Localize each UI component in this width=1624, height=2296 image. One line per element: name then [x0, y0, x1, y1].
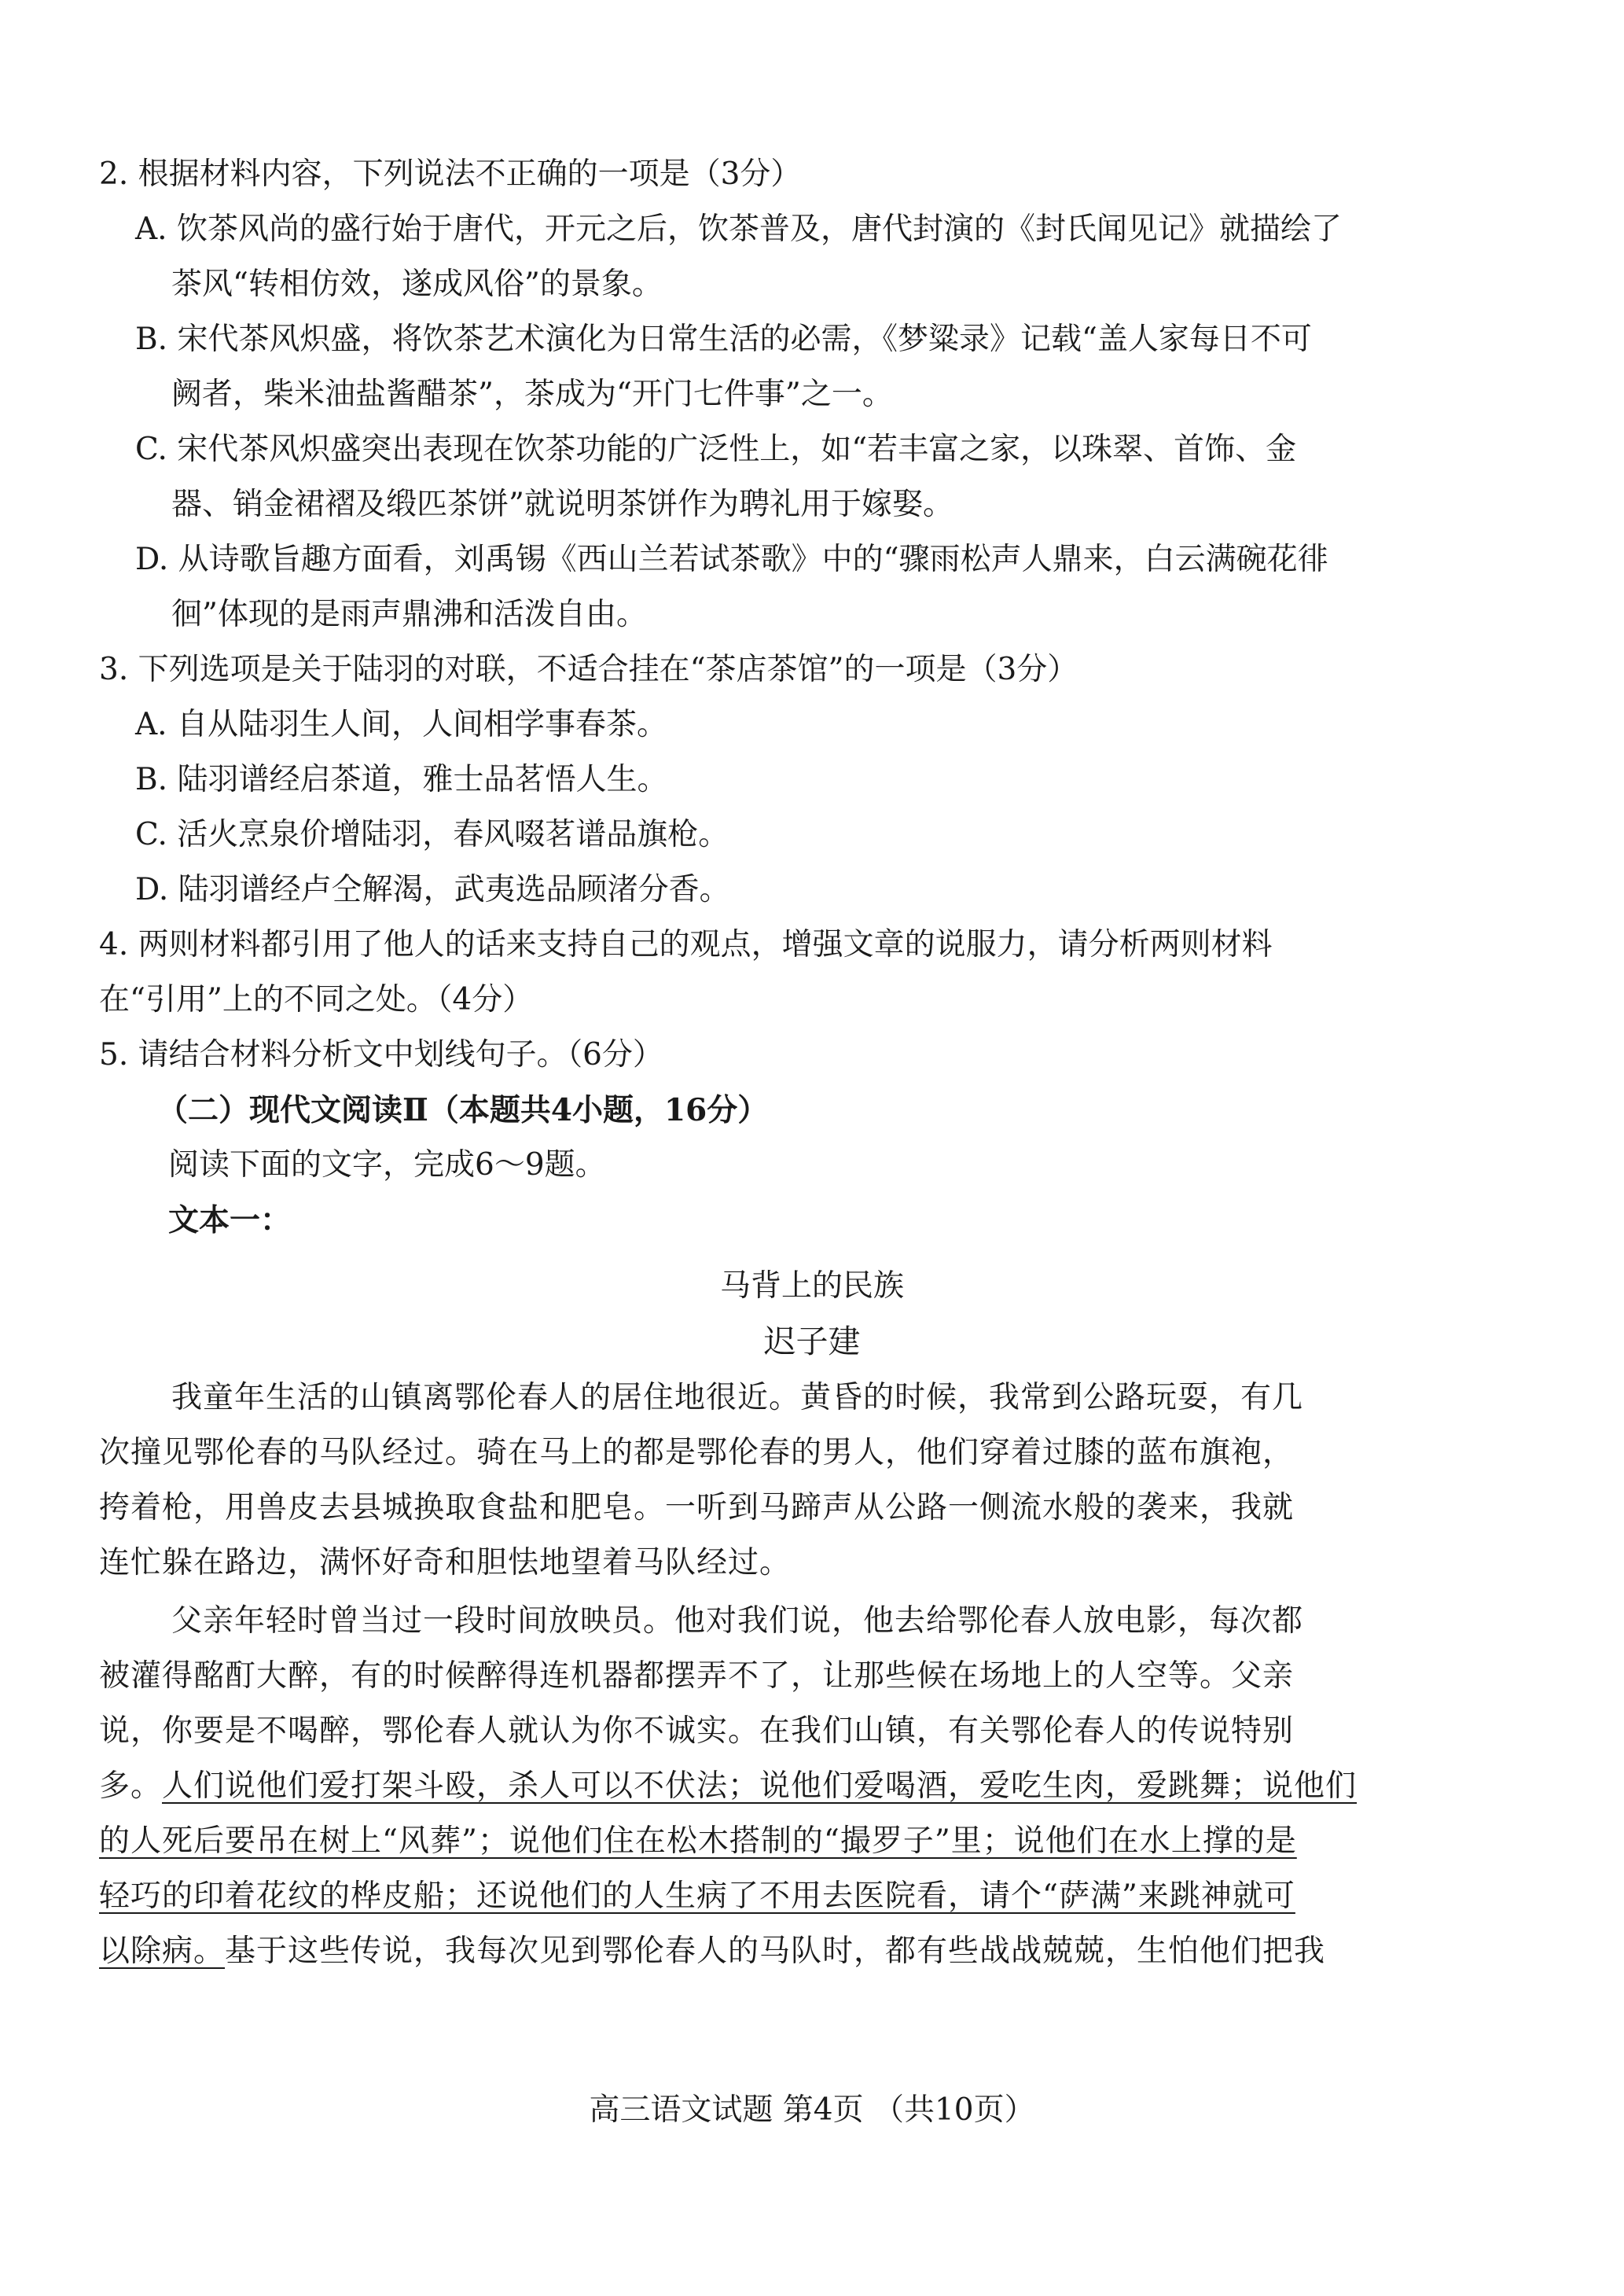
- section-heading: （二）现代文阅读Ⅱ（本题共4小题，16分）: [157, 1092, 769, 1128]
- paragraph-2-line-2: 被灌得酩酊大醉，有的时候醉得连机器都摆弄不了，让那些候在场地上的人空等。父亲: [99, 1658, 1295, 1694]
- article-author: 迟子建: [763, 1323, 861, 1360]
- question-2-option-c-cont: 器、销金裙褶及缎匹茶饼”就说明茶饼作为聘礼用于嫁娶。: [171, 487, 953, 522]
- paragraph-2-text-end: 基于这些传说，我每次见到鄂伦春人的马队时，都有些战战兢兢，生怕他们把我: [225, 1934, 1326, 1969]
- paragraph-2-text: 多。: [99, 1768, 163, 1804]
- question-2-stem: 2. 根据材料内容，下列说法不正确的一项是（3分）: [99, 156, 802, 192]
- question-5-stem: 5. 请结合材料分析文中划线句子。（6分）: [99, 1037, 663, 1073]
- question-2-option-c: C. 宋代茶风炽盛突出表现在饮茶功能的广泛性上，如“若丰富之家，以珠翠、首饰、金: [135, 432, 1297, 467]
- question-4-stem-cont: 在“引用”上的不同之处。（4分）: [99, 982, 534, 1017]
- question-2-option-d: D. 从诗歌旨趣方面看，刘禹锡《西山兰若试茶歌》中的“骤雨松声人鼎来，白云满碗花徘: [135, 542, 1328, 577]
- paragraph-1-line-4: 连忙躲在路边，满怀好奇和胆怯地望着马队经过。: [99, 1545, 792, 1580]
- text-label: 文本一：: [168, 1202, 292, 1238]
- underlined-sentence: 人们说他们爱打架斗殴，杀人可以不伏法；说他们爱喝酒，爱吃生肉，爱跳舞；说他们: [162, 1768, 1358, 1804]
- underlined-sentence-line-3: 轻巧的印着花纹的桦皮船；还说他们的人生病了不用去医院看，请个“萨满”来跳神就可: [99, 1878, 1295, 1914]
- underlined-sentence-line-2: 的人死后要吊在树上“风葬”；说他们住在松木搭制的“撮罗子”里；说他们在水上撑的是: [99, 1823, 1297, 1859]
- underlined-sentence-end: 以除病。: [99, 1934, 226, 1969]
- question-2-option-a-cont: 茶风“转相仿效，遂成风俗”的景象。: [171, 267, 663, 302]
- paragraph-2-line-3: 说，你要是不喝醉，鄂伦春人就认为你不诚实。在我们山镇，有关鄂伦春人的传说特别: [99, 1713, 1295, 1749]
- paragraph-1-line-1: 我童年生活的山镇离鄂伦春人的居住地很近。黄昏的时候，我常到公路玩耍，有几: [171, 1380, 1304, 1415]
- question-2-option-b: B. 宋代茶风炽盛，将饮茶艺术演化为日常生活的必需，《梦粱录》记载“盖人家每日不可: [135, 322, 1312, 357]
- article-title: 马背上的民族: [719, 1268, 904, 1304]
- question-3-option-a: A. 自从陆羽生人间，人间相学事春茶。: [135, 707, 667, 742]
- question-3-option-b: B. 陆羽谱经启茶道，雅士品茗悟人生。: [135, 762, 668, 797]
- section-instruction: 阅读下面的文字，完成6～9题。: [168, 1147, 606, 1183]
- question-3-option-c: C. 活火烹泉价增陆羽，春风啜茗谱品旗枪。: [135, 817, 729, 852]
- paragraph-2-line-7: [99, 1931, 1325, 1972]
- paragraph-1-line-2: 次撞见鄂伦春的马队经过。骑在马上的都是鄂伦春的男人，他们穿着过膝的蓝布旗袍，: [99, 1435, 1295, 1470]
- paragraph-2-line-4: [99, 1766, 1357, 1807]
- question-3-option-d: D. 陆羽谱经卢仝解渴，武夷选品顾渚分香。: [135, 872, 730, 907]
- question-4-stem: 4. 两则材料都引用了他人的话来支持自己的观点，增强文章的说服力，请分析两则材料: [99, 927, 1273, 962]
- question-2-option-b-cont: 阙者，柴米油盐酱醋茶”，茶成为“开门七件事”之一。: [171, 377, 893, 412]
- page-footer: 高三语文试题 第4页 （共10页）: [589, 2092, 1035, 2128]
- question-3-stem: 3. 下列选项是关于陆羽的对联，不适合挂在“茶店茶馆”的一项是（3分）: [99, 652, 1078, 687]
- paragraph-1-line-3: 挎着枪，用兽皮去县城换取食盐和肥皂。一听到马蹄声从公路一侧流水般的袭来，我就: [99, 1490, 1295, 1525]
- question-2-option-a: A. 饮茶风尚的盛行始于唐代，开元之后，饮茶普及，唐代封演的《封氏闻见记》就描绘了: [135, 212, 1342, 247]
- paragraph-2-line-1: 父亲年轻时曾当过一段时间放映员。他对我们说，他去给鄂伦春人放电影，每次都: [171, 1603, 1304, 1639]
- question-2-option-d-cont: 徊”体现的是雨声鼎沸和活泼自由。: [171, 597, 647, 632]
